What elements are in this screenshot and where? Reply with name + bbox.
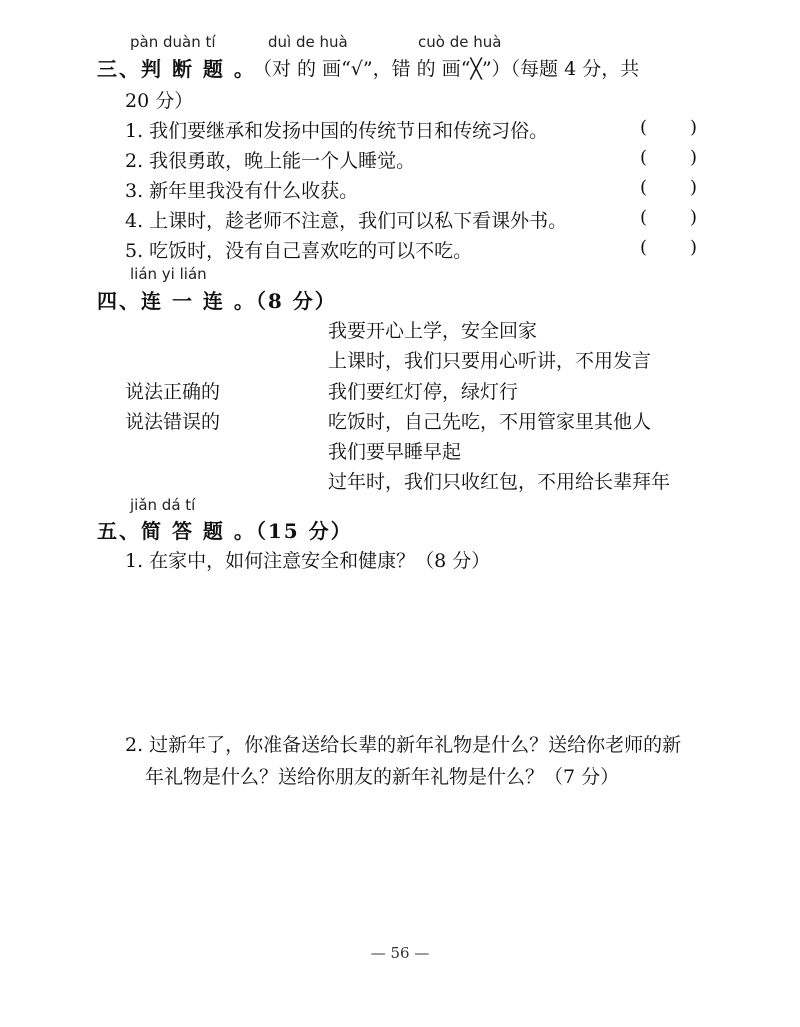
page-number: — 56 —	[370, 944, 430, 962]
match-right-5[interactable]: 我们要早睡早起	[328, 441, 462, 463]
match-right-1[interactable]: 我要开心上学，安全回家	[328, 320, 538, 342]
sec5-pinyin: jiǎn dá tí	[130, 496, 196, 514]
answer-area-1[interactable]	[125, 580, 685, 720]
sec3-item-2: 2. 我很勇敢，晚上能一个人睡觉。	[125, 150, 416, 172]
sec5-question-2-line1: 2. 过新年了，你准备送给长辈的新年礼物是什么？送给你老师的新	[125, 734, 682, 756]
match-left-wrong[interactable]: 说法错误的	[125, 411, 221, 433]
sec3-instruction: （对 的 画“√”，错 的 画“╳”）（每题 4 分，共	[253, 58, 640, 80]
sec5-title: 五、简 答 题 。（15 分）	[97, 519, 353, 543]
answer-bracket-open[interactable]: (	[640, 147, 648, 168]
sec4-pinyin: lián yi lián	[130, 265, 207, 283]
sec3-item-4: 4. 上课时，趁老师不注意，我们可以私下看课外书。	[125, 210, 568, 232]
answer-bracket-close[interactable]: )	[690, 147, 698, 168]
answer-bracket-close[interactable]: )	[690, 237, 698, 258]
sec3-item-1: 1. 我们要继承和发扬中国的传统节日和传统习俗。	[125, 120, 549, 142]
sec4-title: 四、连 一 连 。（8 分）	[97, 289, 337, 313]
answer-bracket-open[interactable]: (	[640, 207, 648, 228]
sec3-pinyin-1: pàn duàn tí	[130, 33, 216, 51]
sec3-item-5: 5. 吃饭时，没有自己喜欢吃的可以不吃。	[125, 240, 473, 262]
answer-bracket-open[interactable]: (	[640, 237, 648, 258]
answer-bracket-open[interactable]: (	[640, 177, 648, 198]
answer-bracket-close[interactable]: )	[690, 117, 698, 138]
match-left-correct[interactable]: 说法正确的	[125, 381, 221, 403]
match-right-3[interactable]: 我们要红灯停，绿灯行	[328, 381, 519, 403]
sec3-pinyin-3: cuò de huà	[418, 33, 502, 51]
sec3-title: 三、判 断 题 。	[97, 57, 256, 81]
match-right-6[interactable]: 过年时，我们只收红包，不用给长辈拜年	[328, 471, 671, 493]
answer-bracket-open[interactable]: (	[640, 117, 648, 138]
sec5-question-1: 1. 在家中，如何注意安全和健康？（8 分）	[125, 550, 491, 572]
sec5-question-2-line2: 年礼物是什么？送给你朋友的新年礼物是什么？（7 分）	[145, 766, 620, 788]
answer-bracket-close[interactable]: )	[690, 207, 698, 228]
sec3-instruction-cont: 20 分）	[125, 90, 194, 112]
sec3-item-3: 3. 新年里我没有什么收获。	[125, 180, 359, 202]
answer-area-2[interactable]	[125, 800, 685, 930]
sec3-pinyin-2: duì de huà	[268, 33, 348, 51]
answer-bracket-close[interactable]: )	[690, 177, 698, 198]
match-right-2[interactable]: 上课时，我们只要用心听讲，不用发言	[328, 350, 652, 372]
match-right-4[interactable]: 吃饭时，自己先吃，不用管家里其他人	[328, 411, 652, 433]
